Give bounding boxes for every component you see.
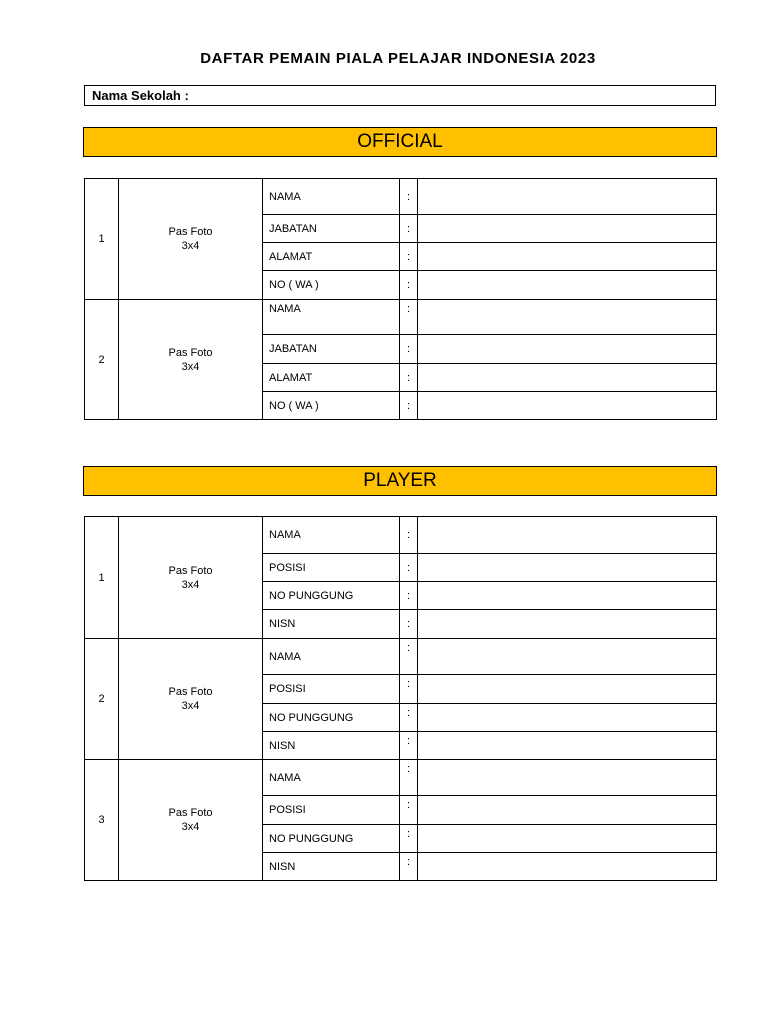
player-2-number: 2	[85, 639, 119, 760]
field-label: NO PUNGGUNG	[263, 825, 400, 853]
official-section-header: OFFICIAL	[83, 127, 717, 157]
field-colon: :	[400, 179, 418, 215]
player-1-photo-box[interactable]	[119, 517, 263, 639]
field-value-cell[interactable]	[418, 760, 717, 796]
field-label: NISN	[263, 732, 400, 760]
field-colon: :	[400, 853, 418, 881]
field-label: NO ( WA )	[263, 271, 400, 300]
field-colon: :	[400, 704, 418, 732]
photo-label: Pas Foto	[168, 564, 213, 577]
field-value-cell[interactable]	[418, 517, 717, 554]
official-2-photo-box[interactable]	[119, 300, 263, 420]
player-1-row-nama	[85, 517, 717, 554]
field-label: NAMA	[263, 300, 400, 335]
photo-label: Pas Foto	[168, 686, 213, 698]
player-section-header: PLAYER	[83, 466, 717, 496]
field-colon: :	[400, 335, 418, 364]
field-colon: :	[400, 639, 418, 675]
field-value-cell[interactable]	[418, 243, 717, 271]
official-1-number: 1	[85, 179, 119, 300]
field-label: NO PUNGGUNG	[263, 704, 400, 732]
field-colon: :	[400, 300, 418, 335]
field-value-cell[interactable]	[418, 335, 717, 364]
photo-label: Pas Foto	[168, 226, 213, 238]
field-value-cell[interactable]	[418, 732, 717, 760]
field-colon: :	[400, 675, 418, 704]
field-colon: :	[400, 582, 418, 610]
photo-size: 3x4	[181, 821, 200, 833]
field-label: NISN	[263, 610, 400, 639]
photo-size: 3x4	[181, 578, 200, 591]
field-colon: :	[400, 825, 418, 853]
field-colon: :	[400, 796, 418, 825]
field-colon: :	[400, 271, 418, 300]
official-1-photo-box[interactable]	[119, 179, 263, 300]
field-label: ALAMAT	[263, 243, 400, 271]
field-value-cell[interactable]	[418, 582, 717, 610]
field-value-cell[interactable]	[418, 271, 717, 300]
field-value-cell[interactable]	[418, 215, 717, 243]
field-value-cell[interactable]	[418, 364, 717, 392]
field-value-cell[interactable]	[418, 796, 717, 825]
field-label: NAMA	[263, 639, 400, 675]
field-value-cell[interactable]	[418, 675, 717, 704]
field-colon: :	[400, 760, 418, 796]
photo-size: 3x4	[181, 240, 200, 252]
field-label: POSISI	[263, 796, 400, 825]
player-2-row-nama	[85, 639, 717, 675]
field-label: NISN	[263, 853, 400, 881]
player-2-photo-box[interactable]	[119, 639, 263, 760]
field-value-cell[interactable]	[418, 554, 717, 582]
field-label: JABATAN	[263, 335, 400, 364]
official-2-row-nama	[85, 300, 717, 335]
player-3-number: 3	[85, 760, 119, 881]
photo-label: Pas Foto	[168, 807, 213, 819]
field-label: NO PUNGGUNG	[263, 582, 400, 610]
field-colon: :	[400, 215, 418, 243]
field-label: NAMA	[263, 179, 400, 215]
player-3-row-nama	[85, 760, 717, 796]
field-colon: :	[400, 610, 418, 639]
official-table	[84, 178, 717, 420]
field-value-cell[interactable]	[418, 392, 717, 420]
field-label: POSISI	[263, 675, 400, 704]
field-value-cell[interactable]	[418, 639, 717, 675]
field-value-cell[interactable]	[418, 825, 717, 853]
field-colon: :	[400, 364, 418, 392]
field-colon: :	[400, 554, 418, 582]
field-value-cell[interactable]	[418, 179, 717, 215]
field-label: POSISI	[263, 554, 400, 582]
field-label: NAMA	[263, 760, 400, 796]
field-colon: :	[400, 243, 418, 271]
field-label: NAMA	[263, 517, 400, 554]
photo-size: 3x4	[181, 700, 200, 712]
field-colon: :	[400, 392, 418, 420]
school-name-field[interactable]	[84, 85, 716, 106]
player-1-number: 1	[85, 517, 119, 639]
field-label: JABATAN	[263, 215, 400, 243]
field-label: ALAMAT	[263, 364, 400, 392]
photo-size: 3x4	[181, 360, 200, 373]
official-1-row-nama	[85, 179, 717, 215]
official-2-number: 2	[85, 300, 119, 420]
player-table	[84, 516, 717, 881]
field-value-cell[interactable]	[418, 610, 717, 639]
page-title: DAFTAR PEMAIN PIALA PELAJAR INDONESIA 2023	[200, 50, 596, 67]
field-value-cell[interactable]	[418, 300, 717, 335]
field-value-cell[interactable]	[418, 853, 717, 881]
player-3-photo-box[interactable]	[119, 760, 263, 881]
field-value-cell[interactable]	[418, 704, 717, 732]
photo-label: Pas Foto	[168, 346, 213, 359]
school-name-label: Nama Sekolah :	[92, 88, 189, 103]
field-colon: :	[400, 732, 418, 760]
field-label: NO ( WA )	[263, 392, 400, 420]
field-colon: :	[400, 517, 418, 554]
